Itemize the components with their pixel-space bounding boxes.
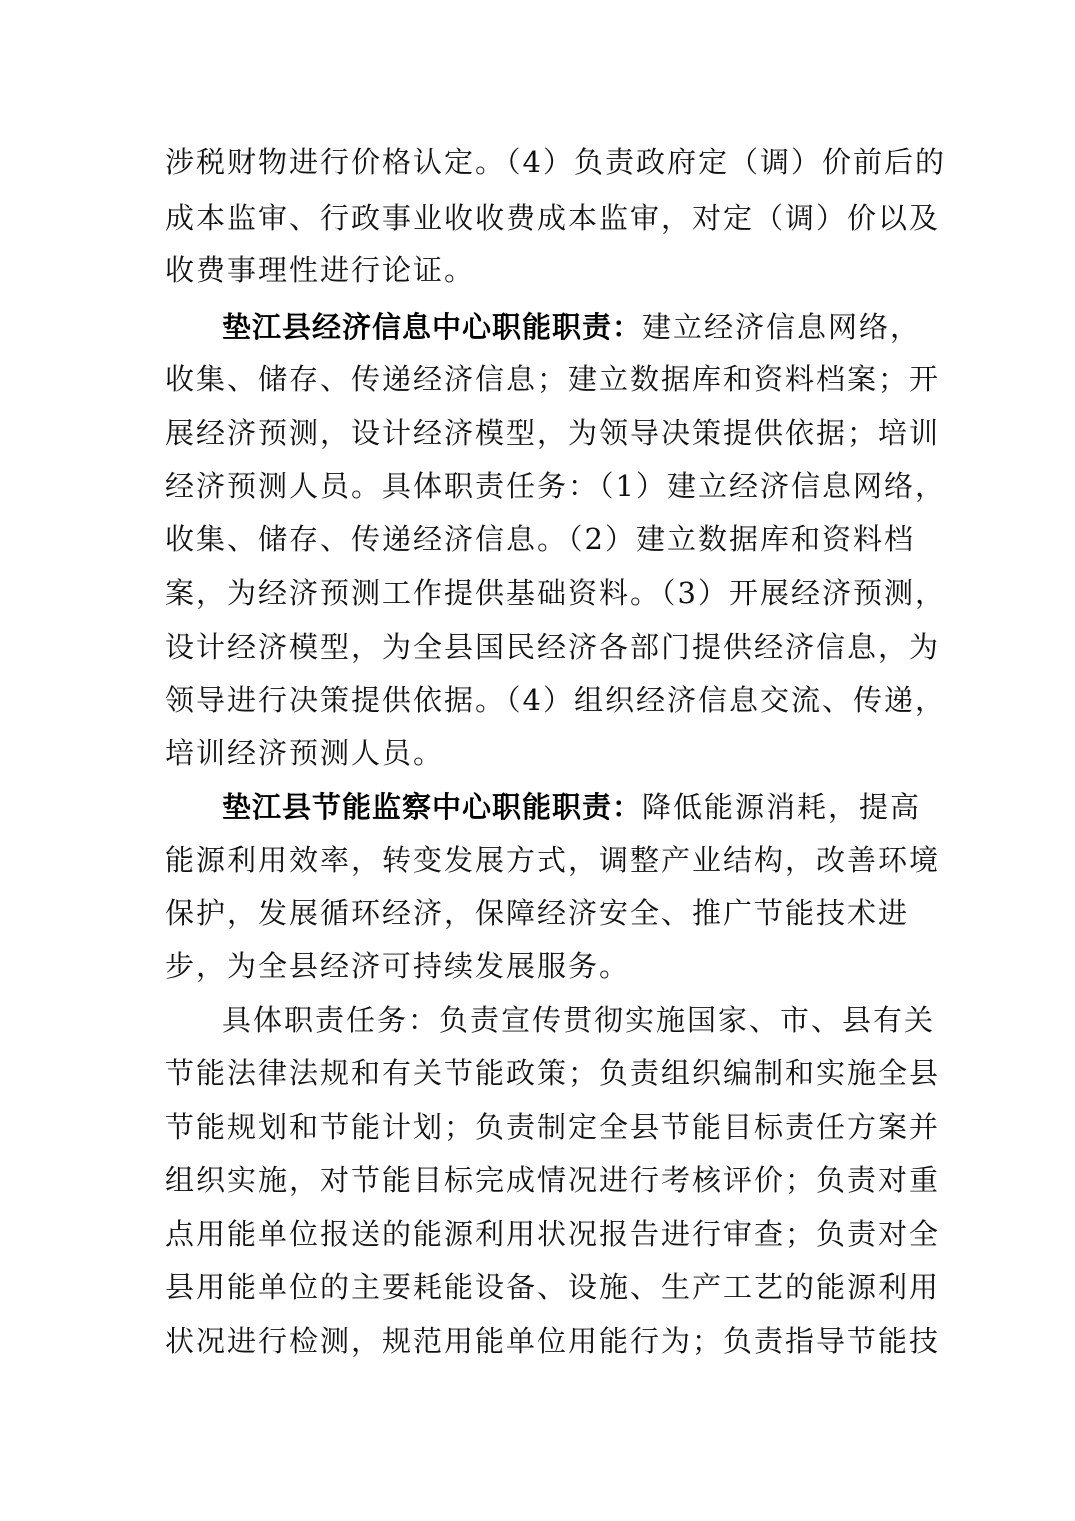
text-line: 具体职责任务：负责宣传贯彻实施国家、市、县有关 [222, 1003, 936, 1037]
section-heading-economic-info-center: 垫江县经济信息中心职能职责： [222, 310, 643, 344]
text-line: 设计经济模型，为全县国民经济各部门提供经济信息，为 [165, 630, 941, 664]
text-line: 保护，发展循环经济，保障经济安全、推广节能技术进 [165, 896, 910, 930]
text-line: 节能规划和节能计划；负责制定全县节能目标责任方案并 [165, 1110, 941, 1144]
text-line: 涉税财物进行价格认定。（4）负责政府定（调）价前后的 [165, 145, 946, 179]
paragraph-first-line [222, 307, 925, 347]
text-line: 收费事理性进行论证。 [165, 253, 476, 287]
text-span: 建立经济信息网络， [642, 310, 922, 344]
text-line: 经济预测人员。具体职责任务：（1）建立经济信息网络， [165, 469, 946, 503]
section-heading-energy-saving-center: 垫江县节能监察中心职能职责： [222, 790, 643, 824]
paragraph-first-line [222, 787, 925, 827]
text-line: 收集、储存、传递经济信息；建立数据库和资料档案；开 [165, 362, 941, 396]
text-line: 县用能单位的主要耗能设备、设施、生产工艺的能源利用 [165, 1270, 941, 1304]
text-line: 状况进行检测，规范用能单位用能行为；负责指导节能技 [165, 1324, 941, 1358]
text-line: 收集、储存、传递经济信息。（2）建立数据库和资料档 [165, 522, 915, 556]
text-line: 能源利用效率，转变发展方式，调整产业结构，改善环境 [165, 843, 941, 877]
text-line: 展经济预测，设计经济模型，为领导决策提供依据；培训 [165, 416, 941, 450]
text-span: 降低能源消耗，提高 [642, 790, 922, 824]
text-line: 点用能单位报送的能源利用状况报告进行审查；负责对全 [165, 1217, 941, 1251]
text-line: 案，为经济预测工作提供基础资料。（3）开展经济预测， [165, 576, 946, 610]
text-line: 节能法律法规和有关节能政策；负责组织编制和实施全县 [165, 1056, 941, 1090]
text-line: 成本监审、行政事业收收费成本监审，对定（调）价以及 [165, 201, 941, 235]
text-line: 步，为全县经济可持续发展服务。 [165, 949, 631, 983]
text-line: 组织实施，对节能目标完成情况进行考核评价；负责对重 [165, 1163, 941, 1197]
text-line: 培训经济预测人员。 [165, 736, 445, 770]
text-line: 领导进行决策提供依据。（4）组织经济信息交流、传递， [165, 683, 946, 717]
